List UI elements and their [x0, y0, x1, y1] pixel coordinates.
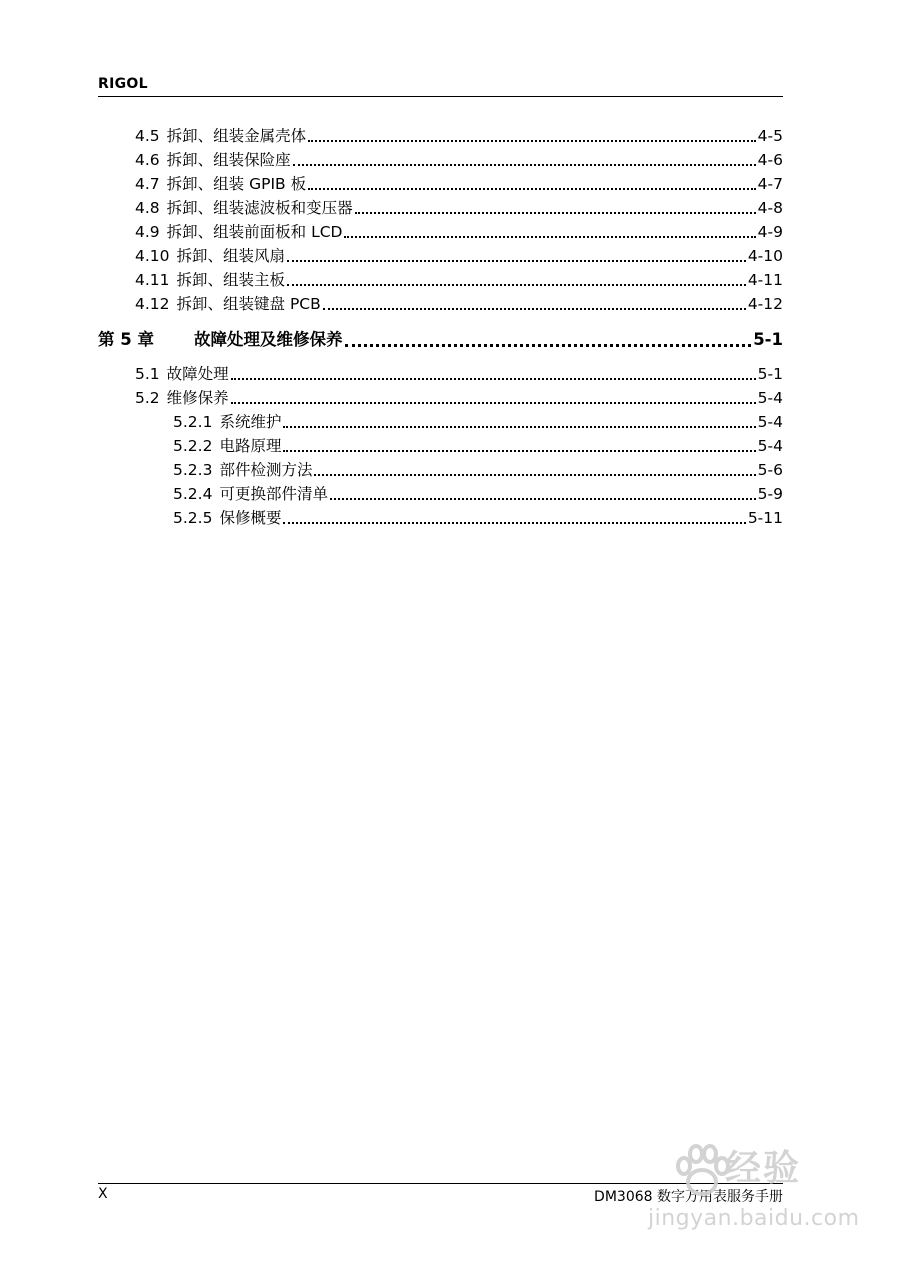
leader-dots: [314, 474, 755, 476]
leader-dots: [344, 236, 755, 238]
leader-dots: [287, 284, 746, 286]
toc-entry-5-2-2[interactable]: 5.2.2 电路原理 5-4: [173, 437, 783, 455]
leader-dots: [283, 522, 745, 524]
toc-entry-4-8[interactable]: 4.8 拆卸、组装滤波板和变压器 4-8: [135, 199, 783, 217]
leader-dots: [283, 450, 755, 452]
toc-entry-4-10[interactable]: 4.10 拆卸、组装风扇 4-10: [135, 247, 783, 265]
document-title: DM3068 数字万用表服务手册: [594, 1189, 783, 1205]
toc-entry-5-2[interactable]: 5.2 维修保养 5-4: [135, 389, 783, 407]
toc-entry-5-2-3[interactable]: 5.2.3 部件检测方法 5-6: [173, 461, 783, 479]
leader-dots: [323, 308, 746, 310]
leader-dots: [308, 188, 756, 190]
page-number: X: [98, 1186, 108, 1202]
toc-entry-4-6[interactable]: 4.6 拆卸、组装保险座 4-6: [135, 151, 783, 169]
leader-dots: [287, 260, 746, 262]
leader-dots: [355, 212, 756, 214]
leader-dots: [330, 498, 756, 500]
leader-dots: [345, 344, 752, 347]
toc-entry-5-2-1[interactable]: 5.2.1 系统维护 5-4: [173, 413, 783, 431]
leader-dots: [293, 164, 756, 166]
leader-dots: [231, 378, 756, 380]
leader-dots: [308, 140, 756, 142]
leader-dots: [231, 402, 756, 404]
watermark-url: jingyan.baidu.com: [648, 1206, 860, 1231]
leader-dots: [283, 426, 755, 428]
toc-chapter-5[interactable]: 第 5 章 故障处理及维修保养 5-1: [98, 330, 783, 349]
toc-entry-5-1[interactable]: 5.1 故障处理 5-1: [135, 365, 783, 383]
header-rule: [98, 96, 783, 97]
toc-entry-4-5[interactable]: 4.5 拆卸、组装金属壳体 4-5: [135, 127, 783, 145]
watermark-logo: 经验: [725, 1148, 802, 1189]
toc-entry-4-7[interactable]: 4.7 拆卸、组装 GPIB 板 4-7: [135, 175, 783, 193]
toc-entry-4-12[interactable]: 4.12 拆卸、组装键盘 PCB 4-12: [135, 295, 783, 313]
toc-entry-4-9[interactable]: 4.9 拆卸、组装前面板和 LCD 4-9: [135, 223, 783, 241]
toc-entry-5-2-5[interactable]: 5.2.5 保修概要 5-11: [173, 509, 783, 527]
watermark: [640, 1140, 860, 1250]
toc-entry-5-2-4[interactable]: 5.2.4 可更换部件清单 5-9: [173, 485, 783, 503]
header-brand: RIGOL: [98, 76, 148, 92]
toc-entry-4-11[interactable]: 4.11 拆卸、组装主板 4-11: [135, 271, 783, 289]
